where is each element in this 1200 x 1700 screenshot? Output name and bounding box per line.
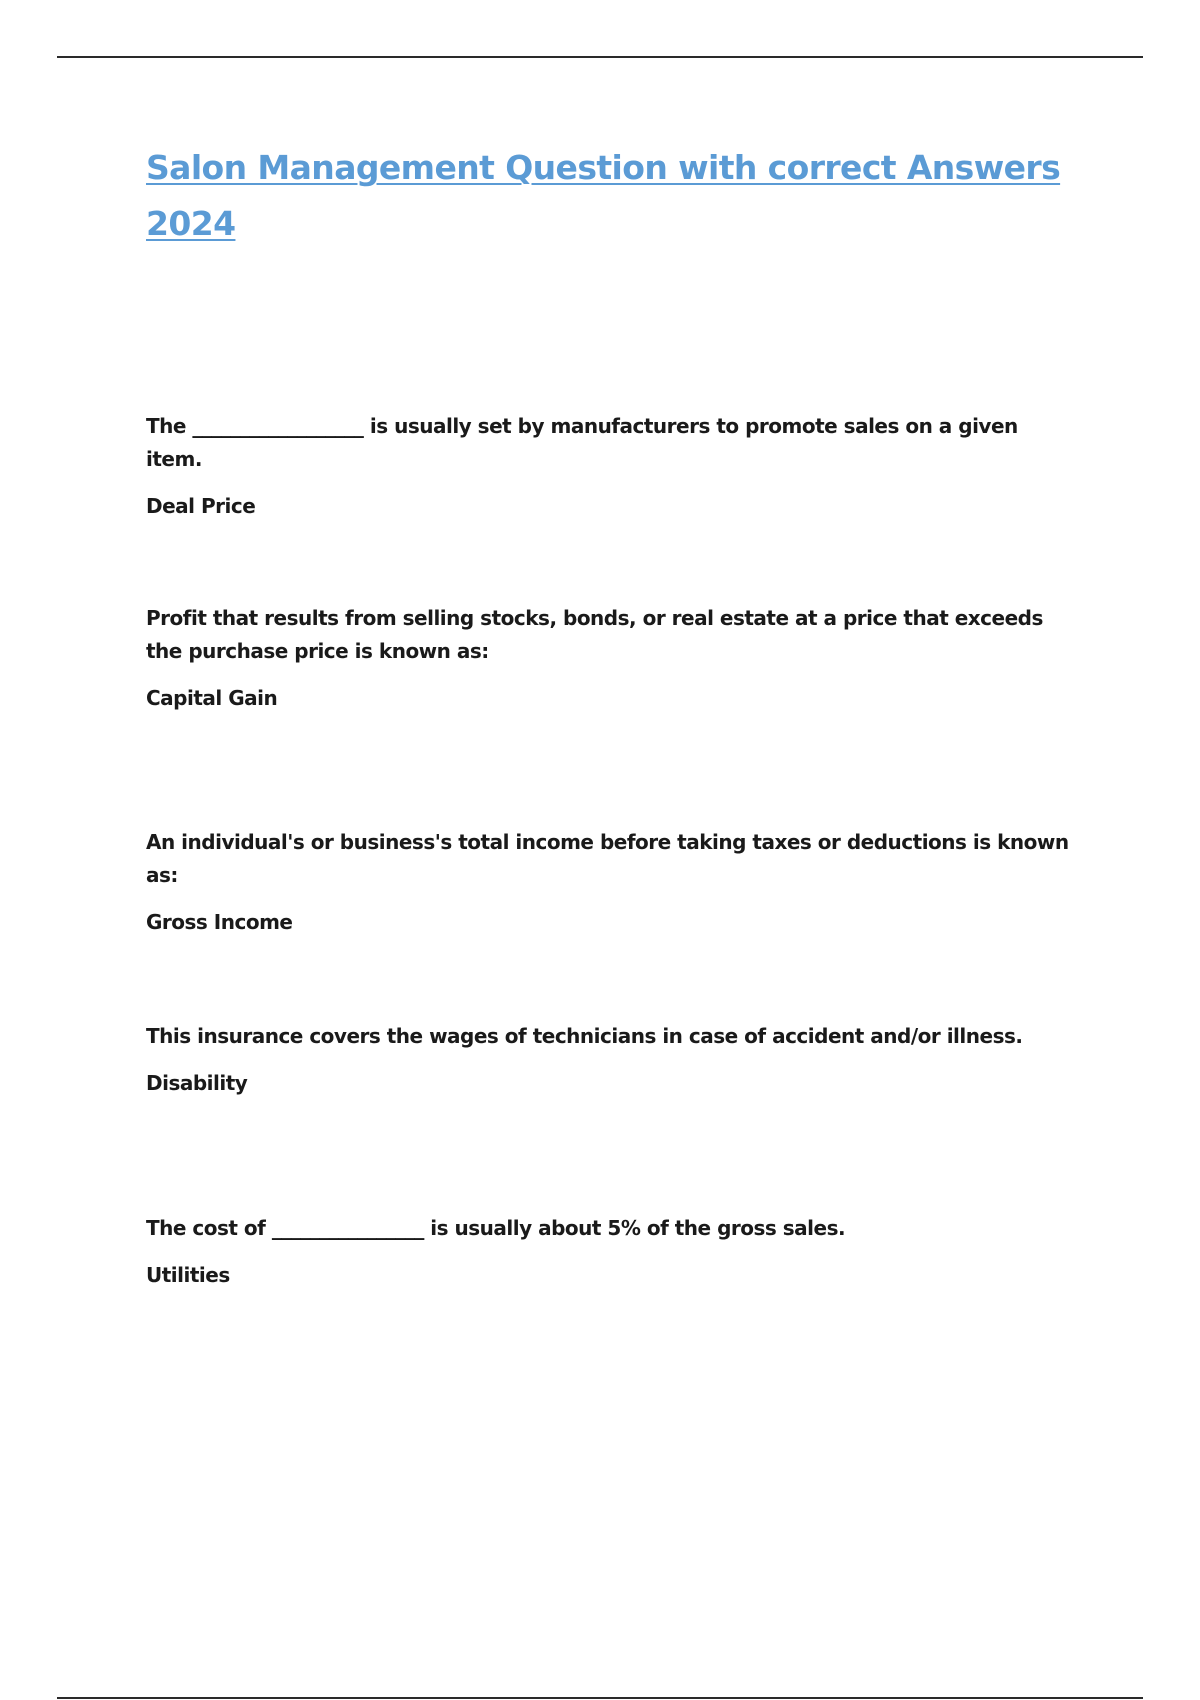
question-text: Profit that results from selling stocks, bonds, or real estate at a price that exceeds the purchase price is known as: (146, 606, 1043, 663)
answer-text: Capital Gain (146, 686, 278, 710)
qa-item (146, 410, 1076, 523)
answer-text: Gross Income (146, 910, 293, 934)
answer-text: Disability (146, 1071, 248, 1095)
footer-rule (57, 1697, 1143, 1699)
question-text: An individual's or business's total income before taking taxes or deductions is known as: (146, 830, 1069, 887)
header-rule (57, 56, 1143, 58)
answer-text: Deal Price (146, 494, 256, 518)
qa-item (146, 1212, 1076, 1292)
question-text: The __________________ is usually set by manufacturers to promote sales on a given item. (146, 414, 1018, 471)
qa-item (146, 826, 1076, 939)
question-text: The cost of ________________ is usually about 5% of the gross sales. (146, 1216, 846, 1240)
qa-item (146, 1020, 1076, 1100)
qa-item (146, 602, 1076, 715)
question-text: This insurance covers the wages of technicians in case of accident and/or illness. (146, 1024, 1023, 1048)
answer-text: Utilities (146, 1263, 230, 1287)
document-title: Salon Management Question with correct Answers 2024 (146, 148, 1061, 243)
